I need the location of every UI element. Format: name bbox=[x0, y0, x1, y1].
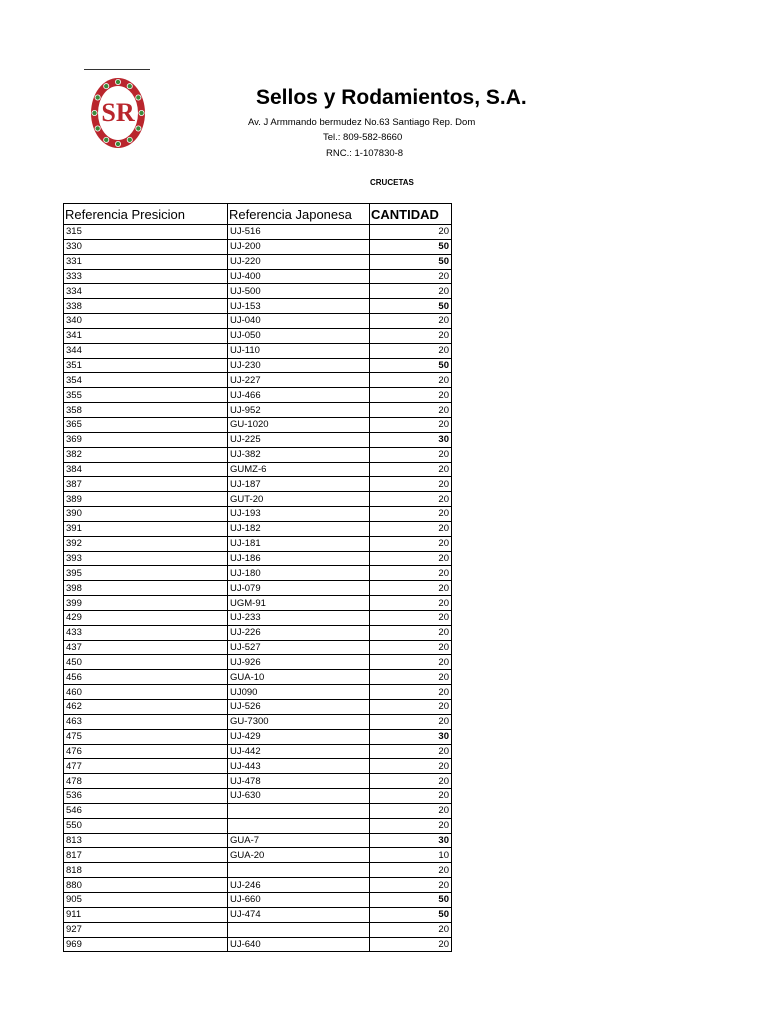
table-row bbox=[64, 343, 452, 358]
company-name: Sellos y Rodamientos, S.A. bbox=[256, 86, 527, 109]
cell-quantity: 20 bbox=[370, 566, 452, 581]
table-row bbox=[64, 863, 452, 878]
table-row bbox=[64, 447, 452, 462]
cell-japanese-ref: UJ-660 bbox=[228, 892, 370, 907]
table-row bbox=[64, 670, 452, 685]
table-row bbox=[64, 848, 452, 863]
cell-japanese-ref bbox=[228, 922, 370, 937]
cell-quantity: 20 bbox=[370, 507, 452, 522]
cell-precision-ref: 333 bbox=[64, 269, 228, 284]
cell-japanese-ref: UJ-640 bbox=[228, 937, 370, 952]
cell-precision-ref: 818 bbox=[64, 863, 228, 878]
company-address: Av. J Armmando bermudez No.63 Santiago Rep. Dom bbox=[248, 117, 476, 128]
table-row bbox=[64, 225, 452, 240]
cell-japanese-ref: UJ-443 bbox=[228, 759, 370, 774]
cell-quantity: 20 bbox=[370, 744, 452, 759]
cell-precision-ref: 478 bbox=[64, 774, 228, 789]
cell-quantity: 20 bbox=[370, 625, 452, 640]
cell-precision-ref: 393 bbox=[64, 551, 228, 566]
cell-quantity: 20 bbox=[370, 714, 452, 729]
cell-precision-ref: 450 bbox=[64, 655, 228, 670]
table-row bbox=[64, 685, 452, 700]
cell-quantity: 20 bbox=[370, 640, 452, 655]
cell-precision-ref: 880 bbox=[64, 878, 228, 893]
cell-quantity: 20 bbox=[370, 670, 452, 685]
cell-quantity: 50 bbox=[370, 907, 452, 922]
cell-quantity: 20 bbox=[370, 492, 452, 507]
cell-japanese-ref: UJ-478 bbox=[228, 774, 370, 789]
table-row bbox=[64, 892, 452, 907]
cell-precision-ref: 456 bbox=[64, 670, 228, 685]
cell-quantity: 20 bbox=[370, 803, 452, 818]
cell-precision-ref: 331 bbox=[64, 254, 228, 269]
cell-precision-ref: 358 bbox=[64, 403, 228, 418]
table-row bbox=[64, 358, 452, 373]
cell-japanese-ref: UJ-153 bbox=[228, 299, 370, 314]
table-row bbox=[64, 417, 452, 432]
logo-dot bbox=[104, 84, 109, 89]
cell-japanese-ref: GU-1020 bbox=[228, 417, 370, 432]
cell-japanese-ref: GU-7300 bbox=[228, 714, 370, 729]
cell-precision-ref: 330 bbox=[64, 239, 228, 254]
cell-precision-ref: 355 bbox=[64, 388, 228, 403]
table-body bbox=[64, 225, 452, 952]
cell-precision-ref: 462 bbox=[64, 700, 228, 715]
cell-precision-ref: 463 bbox=[64, 714, 228, 729]
cell-japanese-ref: GUT-20 bbox=[228, 492, 370, 507]
cell-quantity: 20 bbox=[370, 314, 452, 329]
cell-japanese-ref: GUA-7 bbox=[228, 833, 370, 848]
cell-japanese-ref: UGM-91 bbox=[228, 596, 370, 611]
cell-japanese-ref bbox=[228, 803, 370, 818]
cell-quantity: 20 bbox=[370, 373, 452, 388]
column-header-japanese: Referencia Japonesa bbox=[228, 204, 370, 225]
table-row bbox=[64, 328, 452, 343]
cell-precision-ref: 399 bbox=[64, 596, 228, 611]
cell-quantity: 20 bbox=[370, 388, 452, 403]
column-header-quantity: CANTIDAD bbox=[370, 204, 452, 225]
logo-letters: SR bbox=[101, 98, 135, 127]
table-row bbox=[64, 833, 452, 848]
cell-precision-ref: 476 bbox=[64, 744, 228, 759]
company-logo bbox=[89, 76, 147, 150]
cell-japanese-ref: UJ-246 bbox=[228, 878, 370, 893]
table-row bbox=[64, 759, 452, 774]
cell-quantity: 30 bbox=[370, 729, 452, 744]
table-row bbox=[64, 566, 452, 581]
table-row bbox=[64, 239, 452, 254]
cell-quantity: 20 bbox=[370, 818, 452, 833]
cell-japanese-ref: UJ-230 bbox=[228, 358, 370, 373]
cell-precision-ref: 354 bbox=[64, 373, 228, 388]
cell-quantity: 50 bbox=[370, 239, 452, 254]
table-row bbox=[64, 714, 452, 729]
cell-quantity: 20 bbox=[370, 328, 452, 343]
cell-quantity: 20 bbox=[370, 521, 452, 536]
logo-dot bbox=[115, 141, 120, 146]
cell-precision-ref: 389 bbox=[64, 492, 228, 507]
table-row bbox=[64, 729, 452, 744]
table-row bbox=[64, 596, 452, 611]
cell-precision-ref: 550 bbox=[64, 818, 228, 833]
cell-japanese-ref: UJ-474 bbox=[228, 907, 370, 922]
cell-quantity: 20 bbox=[370, 551, 452, 566]
cell-precision-ref: 546 bbox=[64, 803, 228, 818]
cell-precision-ref: 382 bbox=[64, 447, 228, 462]
cell-japanese-ref: UJ-050 bbox=[228, 328, 370, 343]
logo-dot bbox=[139, 110, 144, 115]
table-row bbox=[64, 521, 452, 536]
table-row bbox=[64, 625, 452, 640]
cell-precision-ref: 338 bbox=[64, 299, 228, 314]
table-header-row bbox=[64, 204, 452, 225]
company-phone: Tel.: 809-582-8660 bbox=[323, 132, 403, 143]
cell-quantity: 20 bbox=[370, 403, 452, 418]
logo-dot bbox=[115, 79, 120, 84]
table-row bbox=[64, 789, 452, 804]
table-row bbox=[64, 640, 452, 655]
logo-dot bbox=[92, 110, 97, 115]
table-row bbox=[64, 536, 452, 551]
table-row bbox=[64, 373, 452, 388]
cell-japanese-ref: GUMZ-6 bbox=[228, 462, 370, 477]
cell-japanese-ref: UJ-182 bbox=[228, 521, 370, 536]
table-row bbox=[64, 314, 452, 329]
table-row bbox=[64, 403, 452, 418]
cell-quantity: 20 bbox=[370, 759, 452, 774]
table-row bbox=[64, 907, 452, 922]
table-row bbox=[64, 922, 452, 937]
table-row bbox=[64, 803, 452, 818]
cell-japanese-ref: UJ-630 bbox=[228, 789, 370, 804]
cell-quantity: 20 bbox=[370, 477, 452, 492]
cell-japanese-ref: UJ-442 bbox=[228, 744, 370, 759]
cell-quantity: 20 bbox=[370, 536, 452, 551]
cell-japanese-ref: UJ-227 bbox=[228, 373, 370, 388]
cell-precision-ref: 341 bbox=[64, 328, 228, 343]
cell-quantity: 20 bbox=[370, 789, 452, 804]
cell-quantity: 20 bbox=[370, 937, 452, 952]
cell-quantity: 20 bbox=[370, 610, 452, 625]
cell-precision-ref: 429 bbox=[64, 610, 228, 625]
cell-japanese-ref: UJ-187 bbox=[228, 477, 370, 492]
cell-japanese-ref: UJ-180 bbox=[228, 566, 370, 581]
cell-quantity: 30 bbox=[370, 833, 452, 848]
cell-quantity: 20 bbox=[370, 284, 452, 299]
cell-precision-ref: 813 bbox=[64, 833, 228, 848]
cell-japanese-ref: UJ-200 bbox=[228, 239, 370, 254]
cell-quantity: 20 bbox=[370, 863, 452, 878]
cell-precision-ref: 536 bbox=[64, 789, 228, 804]
table-row bbox=[64, 284, 452, 299]
table-row bbox=[64, 655, 452, 670]
cell-japanese-ref: UJ-181 bbox=[228, 536, 370, 551]
cell-japanese-ref: UJ-382 bbox=[228, 447, 370, 462]
cell-japanese-ref: UJ-466 bbox=[228, 388, 370, 403]
cell-japanese-ref bbox=[228, 818, 370, 833]
cell-quantity: 50 bbox=[370, 358, 452, 373]
logo-rule bbox=[84, 69, 150, 70]
cell-precision-ref: 437 bbox=[64, 640, 228, 655]
cell-quantity: 30 bbox=[370, 432, 452, 447]
cell-japanese-ref: UJ-527 bbox=[228, 640, 370, 655]
table-row bbox=[64, 581, 452, 596]
cell-precision-ref: 340 bbox=[64, 314, 228, 329]
cell-quantity: 20 bbox=[370, 581, 452, 596]
cell-quantity: 50 bbox=[370, 299, 452, 314]
table-row bbox=[64, 878, 452, 893]
cell-quantity: 20 bbox=[370, 878, 452, 893]
table-row bbox=[64, 818, 452, 833]
cell-japanese-ref: UJ-952 bbox=[228, 403, 370, 418]
cell-precision-ref: 905 bbox=[64, 892, 228, 907]
logo-dot bbox=[95, 95, 100, 100]
table-row bbox=[64, 477, 452, 492]
cell-japanese-ref: UJ-040 bbox=[228, 314, 370, 329]
cell-quantity: 20 bbox=[370, 225, 452, 240]
table-row bbox=[64, 551, 452, 566]
cell-quantity: 20 bbox=[370, 417, 452, 432]
cell-japanese-ref: UJ-110 bbox=[228, 343, 370, 358]
cell-precision-ref: 969 bbox=[64, 937, 228, 952]
cell-japanese-ref bbox=[228, 863, 370, 878]
cell-quantity: 20 bbox=[370, 343, 452, 358]
cell-precision-ref: 315 bbox=[64, 225, 228, 240]
cell-quantity: 20 bbox=[370, 596, 452, 611]
table-row bbox=[64, 937, 452, 952]
logo-dot bbox=[136, 95, 141, 100]
cell-japanese-ref: UJ-079 bbox=[228, 581, 370, 596]
cell-japanese-ref: UJ-400 bbox=[228, 269, 370, 284]
cell-quantity: 50 bbox=[370, 892, 452, 907]
company-rnc: RNC.: 1-107830-8 bbox=[326, 148, 404, 159]
cell-precision-ref: 398 bbox=[64, 581, 228, 596]
cell-precision-ref: 344 bbox=[64, 343, 228, 358]
logo-dot bbox=[127, 137, 132, 142]
cell-japanese-ref: UJ-516 bbox=[228, 225, 370, 240]
cell-japanese-ref: UJ-226 bbox=[228, 625, 370, 640]
cell-japanese-ref: UJ-926 bbox=[228, 655, 370, 670]
cell-precision-ref: 927 bbox=[64, 922, 228, 937]
table-row bbox=[64, 388, 452, 403]
cell-japanese-ref: UJ-193 bbox=[228, 507, 370, 522]
table-row bbox=[64, 462, 452, 477]
cell-precision-ref: 387 bbox=[64, 477, 228, 492]
table-row bbox=[64, 254, 452, 269]
cell-precision-ref: 369 bbox=[64, 432, 228, 447]
cell-japanese-ref: UJ-186 bbox=[228, 551, 370, 566]
cell-quantity: 20 bbox=[370, 655, 452, 670]
table-row bbox=[64, 299, 452, 314]
cell-precision-ref: 365 bbox=[64, 417, 228, 432]
table-row bbox=[64, 507, 452, 522]
cell-precision-ref: 911 bbox=[64, 907, 228, 922]
table-row bbox=[64, 432, 452, 447]
cell-precision-ref: 390 bbox=[64, 507, 228, 522]
crucetas-table bbox=[63, 203, 452, 952]
cell-precision-ref: 433 bbox=[64, 625, 228, 640]
table-row bbox=[64, 269, 452, 284]
table-row bbox=[64, 610, 452, 625]
column-header-precision: Referencia Presicion bbox=[64, 204, 228, 225]
cell-precision-ref: 395 bbox=[64, 566, 228, 581]
cell-precision-ref: 334 bbox=[64, 284, 228, 299]
cell-precision-ref: 384 bbox=[64, 462, 228, 477]
cell-quantity: 20 bbox=[370, 685, 452, 700]
cell-quantity: 20 bbox=[370, 462, 452, 477]
cell-japanese-ref: UJ-500 bbox=[228, 284, 370, 299]
cell-quantity: 10 bbox=[370, 848, 452, 863]
logo-dot bbox=[104, 137, 109, 142]
logo-dot bbox=[95, 126, 100, 131]
cell-japanese-ref: UJ-429 bbox=[228, 729, 370, 744]
table-row bbox=[64, 700, 452, 715]
logo-dot bbox=[127, 84, 132, 89]
cell-precision-ref: 391 bbox=[64, 521, 228, 536]
cell-precision-ref: 392 bbox=[64, 536, 228, 551]
cell-precision-ref: 475 bbox=[64, 729, 228, 744]
cell-quantity: 50 bbox=[370, 254, 452, 269]
cell-precision-ref: 351 bbox=[64, 358, 228, 373]
cell-quantity: 20 bbox=[370, 269, 452, 284]
table-row bbox=[64, 744, 452, 759]
cell-precision-ref: 477 bbox=[64, 759, 228, 774]
cell-quantity: 20 bbox=[370, 700, 452, 715]
cell-japanese-ref: GUA-20 bbox=[228, 848, 370, 863]
cell-japanese-ref: UJ-225 bbox=[228, 432, 370, 447]
cell-japanese-ref: UJ090 bbox=[228, 685, 370, 700]
section-title: CRUCETAS bbox=[370, 178, 414, 187]
cell-quantity: 20 bbox=[370, 774, 452, 789]
cell-japanese-ref: UJ-526 bbox=[228, 700, 370, 715]
cell-japanese-ref: UJ-220 bbox=[228, 254, 370, 269]
cell-precision-ref: 460 bbox=[64, 685, 228, 700]
logo-dot bbox=[136, 126, 141, 131]
cell-precision-ref: 817 bbox=[64, 848, 228, 863]
cell-japanese-ref: GUA-10 bbox=[228, 670, 370, 685]
cell-quantity: 20 bbox=[370, 447, 452, 462]
cell-quantity: 20 bbox=[370, 922, 452, 937]
cell-japanese-ref: UJ-233 bbox=[228, 610, 370, 625]
table-row bbox=[64, 774, 452, 789]
table-row bbox=[64, 492, 452, 507]
